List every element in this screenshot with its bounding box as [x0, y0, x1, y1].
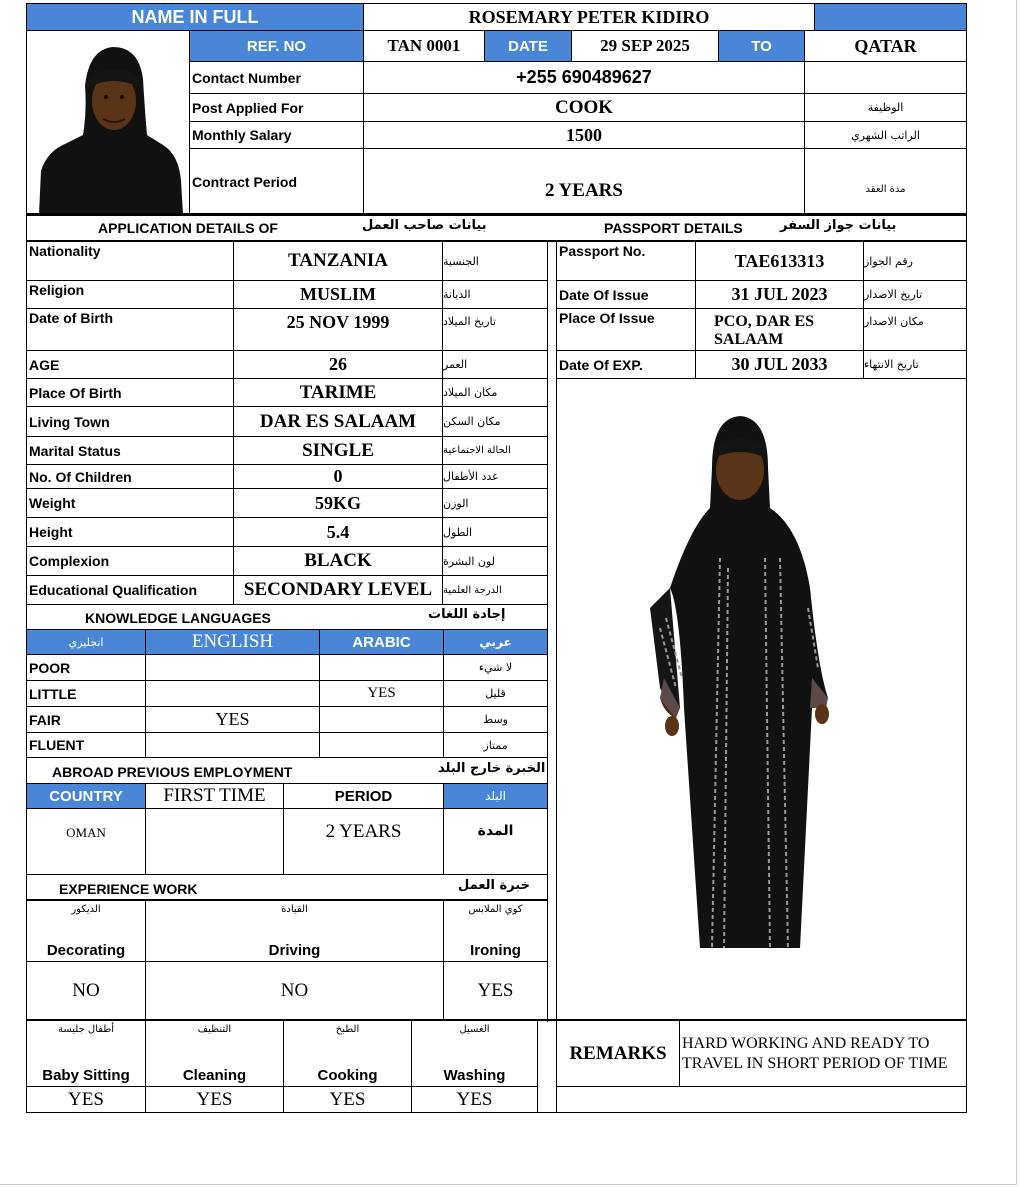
poor-level-arabic: لا شيء: [443, 654, 548, 681]
pob-arabic: مكان الميلاد: [442, 378, 548, 407]
passport-title: PASSPORT DETAILS: [604, 220, 743, 236]
decorating-arabic: الديكور: [71, 904, 101, 915]
contract-label: Contract Period: [189, 148, 364, 215]
salary-arabic: الراتب الشهري: [804, 121, 967, 149]
skill-washing-header: [411, 1020, 538, 1087]
babysitting-value: YES: [26, 1086, 146, 1113]
issue-date-label: Date Of Issue: [556, 280, 696, 309]
to-label: TO: [718, 30, 805, 62]
marital-arabic: الحالة الاجتماعية: [442, 436, 548, 465]
portrait-photo-cell: [26, 30, 190, 215]
contact-label: Contact Number: [189, 61, 364, 94]
religion-label: Religion: [26, 280, 234, 309]
post-label: Post Applied For: [189, 93, 364, 122]
fair-level-arabic: وسط: [443, 706, 548, 733]
children-label: No. Of Children: [26, 464, 234, 489]
children-arabic: عدد الأطفال: [442, 464, 548, 489]
salary-label: Monthly Salary: [189, 121, 364, 149]
skill-cleaning-header: [145, 1020, 284, 1087]
country-header: COUNTRY: [26, 783, 146, 809]
header-blank-cell: [814, 3, 967, 31]
ironing-label: Ironing: [470, 942, 521, 959]
fair-english: YES: [145, 706, 320, 733]
abroad-blank: [145, 808, 284, 875]
issue-place-arabic: مكان الاصدار: [863, 308, 967, 351]
education-value: SECONDARY LEVEL: [233, 575, 443, 605]
full-name: ROSEMARY PETER KIDIRO: [363, 3, 815, 31]
post-arabic: الوظيفة: [804, 93, 967, 122]
ref-value: TAN 0001: [363, 30, 485, 62]
children-value: 0: [233, 464, 443, 489]
name-label: NAME IN FULL: [26, 3, 364, 31]
english-arabic-header: انجليزي: [26, 629, 146, 655]
ironing-value: YES: [443, 961, 548, 1021]
first-time-header: FIRST TIME: [145, 783, 284, 809]
level-little: LITTLE: [26, 680, 146, 707]
driving-arabic: القيادة: [281, 904, 308, 915]
cleaning-label: Cleaning: [182, 1067, 247, 1084]
languages-title-arabic: إجادة اللغات: [428, 607, 506, 622]
pob-label: Place Of Birth: [26, 378, 234, 407]
town-value: DAR ES SALAAM: [233, 406, 443, 437]
driving-label: Driving: [268, 942, 321, 959]
application-title-arabic: بيانات صاحب العمل: [362, 218, 487, 233]
abroad-country-value: OMAN: [26, 808, 146, 875]
cooking-label: Cooking: [317, 1067, 378, 1084]
dob-arabic: تاريخ الميلاد: [442, 308, 548, 351]
post-value: COOK: [363, 93, 805, 122]
little-english: [145, 680, 320, 707]
arabic-arabic-header: عربي: [443, 629, 548, 655]
age-value: 26: [233, 350, 443, 379]
application-title: APPLICATION DETAILS OF: [98, 220, 278, 236]
nationality-label: Nationality: [26, 241, 234, 281]
full-body-photo: [640, 408, 840, 956]
skill-decorating-header: [26, 900, 146, 962]
ref-label: REF. NO: [189, 30, 364, 62]
passport-no-arabic: رقم الجواز: [863, 241, 967, 281]
complexion-label: Complexion: [26, 546, 234, 576]
issue-date-value: 31 JUL 2023: [695, 280, 864, 309]
town-label: Living Town: [26, 406, 234, 437]
skill-driving-header: [145, 900, 444, 962]
contact-value: +255 690489627: [363, 61, 805, 94]
skill-ironing-header: [443, 900, 548, 962]
pob-value: TARIME: [233, 378, 443, 407]
religion-value: MUSLIM: [233, 280, 443, 309]
education-label: Educational Qualification: [26, 575, 234, 605]
to-value: QATAR: [804, 30, 967, 62]
english-header: ENGLISH: [145, 629, 320, 655]
period-header: PERIOD: [283, 783, 444, 809]
experience-title: EXPERIENCE WORK: [59, 881, 198, 897]
section-divider: [26, 213, 967, 216]
languages-title: KNOWLEDGE LANGUAGES: [85, 610, 271, 626]
level-fair: FAIR: [26, 706, 146, 733]
remarks-label: REMARKS: [556, 1020, 680, 1087]
age-label: AGE: [26, 350, 234, 379]
date-value: 29 SEP 2025: [571, 30, 719, 62]
expiry-value: 30 JUL 2033: [695, 350, 864, 379]
fair-arabic: [319, 706, 444, 733]
cleaning-value: YES: [145, 1086, 284, 1113]
abroad-period-value: 2 YEARS: [283, 808, 444, 875]
marital-label: Marital Status: [26, 436, 234, 465]
remarks-value: HARD WORKING AND READY TO TRAVEL IN SHORT PERIOD OF TIME: [679, 1020, 967, 1087]
contract-arabic: مدة العقد: [804, 148, 967, 215]
little-level-arabic: قليل: [443, 680, 548, 707]
cooking-arabic: الطبخ: [335, 1024, 360, 1035]
cleaning-arabic: التنظيف: [197, 1024, 232, 1035]
date-label: DATE: [484, 30, 572, 62]
driving-value: NO: [145, 961, 444, 1021]
level-poor: POOR: [26, 654, 146, 681]
height-value: 5.4: [233, 517, 443, 547]
abroad-title: ABROAD PREVIOUS EMPLOYMENT: [52, 764, 293, 780]
skills-spacer: [537, 1020, 557, 1113]
height-label: Height: [26, 517, 234, 547]
level-fluent: FLUENT: [26, 732, 146, 758]
portrait-photo: [27, 31, 189, 214]
lang-top-rule: [26, 604, 548, 605]
fluent-arabic: [319, 732, 444, 758]
poor-english: [145, 654, 320, 681]
fluent-level-arabic: ممتاز: [443, 732, 548, 758]
passport-title-arabic: بيانات جواز السفر: [780, 218, 897, 233]
cooking-value: YES: [283, 1086, 412, 1113]
expiry-arabic: تاريخ الانتهاء: [863, 350, 967, 379]
passport-no-value: TAE613313: [695, 241, 864, 281]
religion-arabic: الديانة: [442, 280, 548, 309]
experience-title-arabic: خبرة العمل: [458, 878, 530, 893]
issue-date-arabic: تاريخ الاصدار: [863, 280, 967, 309]
expiry-label: Date Of EXP.: [556, 350, 696, 379]
issue-place-label: Place Of Issue: [556, 308, 696, 351]
washing-value: YES: [411, 1086, 538, 1113]
height-arabic: الطول: [442, 517, 548, 547]
weight-arabic: الوزن: [442, 488, 548, 518]
country-arabic-header: البلد: [443, 783, 548, 809]
complexion-arabic: لون البشرة: [442, 546, 548, 576]
age-arabic: العمر: [442, 350, 548, 379]
dob-value: 25 NOV 1999: [233, 308, 443, 351]
contact-blank: [804, 61, 967, 94]
dob-label: Date of Birth: [26, 308, 234, 351]
abroad-period-arabic: المدة: [443, 808, 548, 875]
remarks-blank-row: [556, 1086, 967, 1113]
passport-no-label: Passport No.: [556, 241, 696, 281]
nationality-arabic: الجنسية: [442, 241, 548, 281]
salary-value: 1500: [363, 121, 805, 149]
divider-b: [556, 241, 557, 1022]
fluent-english: [145, 732, 320, 758]
decorating-label: Decorating: [46, 942, 126, 959]
education-arabic: الدرجة العلمية: [442, 575, 548, 605]
skill-cooking-header: [283, 1020, 412, 1087]
marital-value: SINGLE: [233, 436, 443, 465]
washing-arabic: الغسيل: [459, 1024, 490, 1035]
abroad-title-arabic: الخبرة خارج البلد: [438, 761, 546, 776]
issue-place-value: PCO, DAR ES SALAAM: [695, 308, 864, 351]
weight-value: 59KG: [233, 488, 443, 518]
poor-arabic: [319, 654, 444, 681]
arabic-header: ARABIC: [319, 629, 444, 655]
town-arabic: مكان السكن: [442, 406, 548, 437]
washing-label: Washing: [443, 1067, 506, 1084]
contract-value: 2 YEARS: [363, 148, 805, 215]
weight-label: Weight: [26, 488, 234, 518]
babysitting-arabic: أطفال جليسة: [57, 1024, 115, 1035]
nationality-value: TANZANIA: [233, 241, 443, 281]
decorating-value: NO: [26, 961, 146, 1021]
little-arabic: YES: [319, 680, 444, 707]
babysitting-label: Baby Sitting: [42, 1067, 130, 1084]
ironing-arabic: كوي الملابس: [468, 904, 523, 915]
complexion-value: BLACK: [233, 546, 443, 576]
skill-babysitting-header: [26, 1020, 146, 1087]
